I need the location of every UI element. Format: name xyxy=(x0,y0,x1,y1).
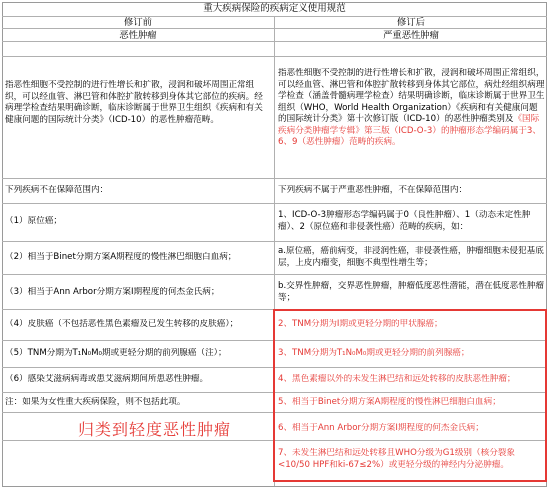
list-item: （6）感染艾滋病病毒或患艾滋病期间所患恶性肿瘤。 xyxy=(5,374,209,384)
definition-after-highlight: 《国际疾病分类肿瘤学专辑》第三版（ICD-O-3）的肿瘤形态学编码属于3、6、9（恶性肿瘤）范畴的疾病。 xyxy=(278,114,541,147)
list-item: b.交界性肿瘤，交界恶性肿瘤，肿瘤低度恶性潜能，潜在低度恶性肿瘤等； xyxy=(278,281,545,303)
list-item-highlight: 3、TNM分期为T₁N₀M₀期或更轻分期的前列腺癌； xyxy=(278,348,470,358)
definition-after xyxy=(278,68,546,178)
exclusion-intro-after: 下列疾病不属于严重恶性肿瘤，不在保障范围内： xyxy=(278,185,468,195)
list-item: （4）皮肤癌（不包括恶性黑色素瘤及已发生转移的皮肤癌）； xyxy=(5,319,239,329)
header-before: 修订前 xyxy=(124,17,152,28)
subheader-after: 严重恶性肿瘤 xyxy=(383,30,439,41)
document-title: 重大疾病保险的疾病定义使用规范 xyxy=(203,3,346,14)
list-item-highlight: 5、相当于Binet分期方案A期程度的慢性淋巴细胞白血病； xyxy=(278,397,501,407)
list-item: （5）TNM分期为T₁N₀M₀期或更轻分期的前列腺癌（注）； xyxy=(5,348,227,358)
list-item: （2）相当于Binet分期方案A期程度的慢性淋巴细胞白血病； xyxy=(5,252,237,262)
definition-before: 指恶性细胞不受控制的进行性增长和扩散，浸润和破坏周围正常组织，可以经血管、淋巴管和体腔扩散转移到身体其它部位的疾病。经病理学检查结果明确诊断，临床诊断属于世界卫生组织《疾病和有关健康问题的国际统计分类》（ICD-10）的恶性肿瘤范畴。 xyxy=(5,80,263,125)
list-item-highlight: 4、黑色素瘤以外的未发生淋巴结和远处转移的皮肤恶性肿瘤； xyxy=(278,374,516,384)
list-item-highlight: 6、相当于Ann Arbor分期方案Ⅰ期程度的何杰金氏病； xyxy=(278,423,484,433)
definition-after-text: 指恶性细胞不受控制的进行性增长和扩散，浸润和破坏周围正常组织，可以经血管、淋巴管和体腔扩散转移到身体其它部位，病灶经组织病理学检查（涵盖骨髓病理学检查）结果明确诊断，临床诊断属于世界卫生组织（WHO，World Health Organization）《疾病和有关健康问题的国际统计分类》第十次修订版（ICD-10）的恶性肿瘤类别及 xyxy=(278,68,545,124)
exclusion-intro-before: 下列疾病不在保障范围内： xyxy=(5,185,109,195)
list-item-highlight: 2、TNM分期为Ⅰ期或更轻分期的甲状腺癌； xyxy=(278,319,443,329)
list-item: （3）相当于Ann Arbor分期方案Ⅰ期程度的何杰金氏病； xyxy=(5,287,220,297)
subheader-before: 恶性肿瘤 xyxy=(119,30,157,41)
highlight-box xyxy=(273,309,547,482)
list-item: a.原位癌，癌前病变，非浸润性癌，非侵袭性癌，肿瘤细胞未侵犯基底层，上皮内瘤变，细胞不典型性增生等； xyxy=(278,246,544,268)
list-item: 1、ICD-O-3肿瘤形态学编码属于0（良性肿瘤）、1（动态未定性肿瘤）、2（原位癌和非侵袭性癌）范畴的疾病，如： xyxy=(278,210,531,232)
list-item-highlight: 7、未发生淋巴结和远处转移且WHO分级为G1级别（核分裂象<10/50 HPF和ki-67≤2%）或更轻分级的神经内分泌肿瘤。 xyxy=(278,448,515,470)
annotation-label: 归类到轻度恶性肿瘤 xyxy=(78,420,232,439)
header-after: 修订后 xyxy=(397,17,425,28)
list-item: （1）原位癌； xyxy=(5,216,63,226)
footnote: 注：如果为女性重大疾病保险，则不包括此项。 xyxy=(5,397,186,407)
